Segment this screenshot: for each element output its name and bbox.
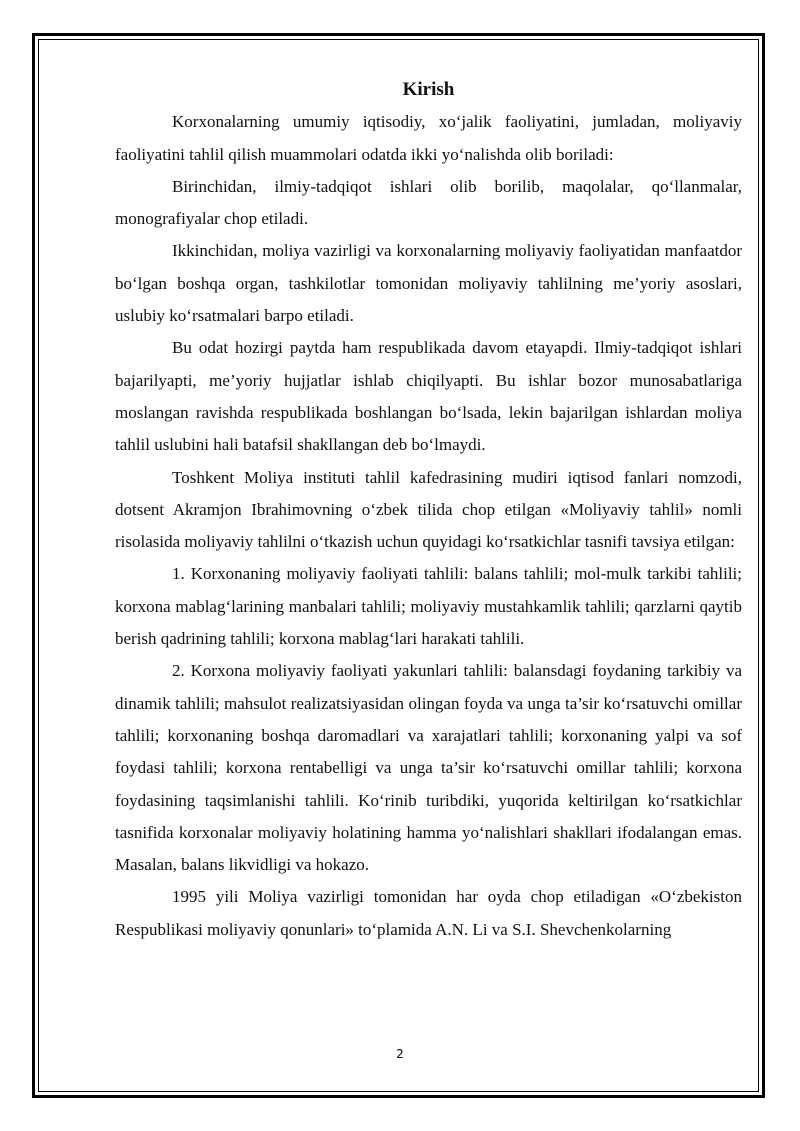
paragraph-5: Toshkent Moliya instituti tahlil kafedrasining mudiri iqtisod fanlari nomzodi, dotsent Akramjon Ibrahimovning o‘zbek tilida chop etilgan «Moliyaviy tahlil» nomli risolasida moliyaviy tahlilni o‘tkazish uchun quyidagi ko‘rsatkichlar tasnifi tavsiya etilgan: [115, 467, 742, 552]
paragraph-3: Ikkinchidan, moliya vazirligi va korxonalarning moliyaviy faoliyatidan manfaatdor bo‘lgan boshqa organ, tashkilotlar tomonidan moliyaviy tahlilning me’yoriy asoslari, uslubiy ko‘rsatmalari barpo etiladi. [115, 241, 742, 326]
paragraph-1: Korxonalarning umumiy iqtisodiy, xo‘jalik faoliyatini, jumladan, moliyaviy faoliyatini tahlil qilish muammolari odatda ikki yo‘nalishda olib boriladi: [115, 112, 742, 164]
paragraph-6: 1. Korxonaning moliyaviy faoliyati tahlili: balans tahlili; mol-mulk tarkibi tahlili; korxona mablag‘larining manbalari tahlili; moliyaviy mustahkamlik tahlili; qarzlarni qaytib berish qadrining tahlili; korxona mablag‘lari harakati tahlili. [115, 564, 742, 649]
paragraph-2: Birinchidan, ilmiy-tadqiqot ishlari olib borilib, maqolalar, qo‘llanmalar, monografiyalar chop etiladi. [115, 176, 742, 229]
section-title: Kirish [402, 79, 455, 100]
paragraph-8: 1995 yili Moliya vazirligi tomonidan har oyda chop etiladigan «O‘zbekiston Respublikasi moliyaviy qonunlari» to‘plamida A.N. Li va S.I. Shevchenkolarning [115, 887, 742, 939]
page-number: 2 [396, 1047, 404, 1061]
paragraph-7: 2. Korxona moliyaviy faoliyati yakunlari tahlili: balansdagi foydaning tarkibiy va dinamik tahlili; mahsulot realizatsiyasidan olingan foyda va unga ta’sir ko‘rsatuvchi omillar tahlili; korxonaning boshqa daromadlari va xarajatlari tahlili; korxonaning yalpi va sof foydasi tahlili; korxona rentabelligi va unga ta’sir ko‘rsatuvchi omillar tahlili; korxona foydasining taqsimlanishi tahlili. Ko‘rinib turibdiki, yuqorida keltirilgan ko‘rsatkichlar tasnifida korxonalar moliyaviy holatining hamma yo‘nalishlari shakllari ifodalangan emas. Masalan, balans likvidligi va hokazo. [115, 661, 742, 875]
paragraph-4: Bu odat hozirgi paytda ham respublikada davom etayapdi. Ilmiy-tadqiqot ishlari bajarilyapti, me’yoriy hujjatlar ishlab chiqilyapti. Bu ishlar bozor munosabatlariga moslangan ravishda respublikada boshlangan bo‘lsada, lekin bajarilgan ishlardan moliya tahlil uslubini hali batafsil shakllangan deb bo‘lmaydi. [115, 338, 742, 455]
document-body [115, 74, 742, 946]
